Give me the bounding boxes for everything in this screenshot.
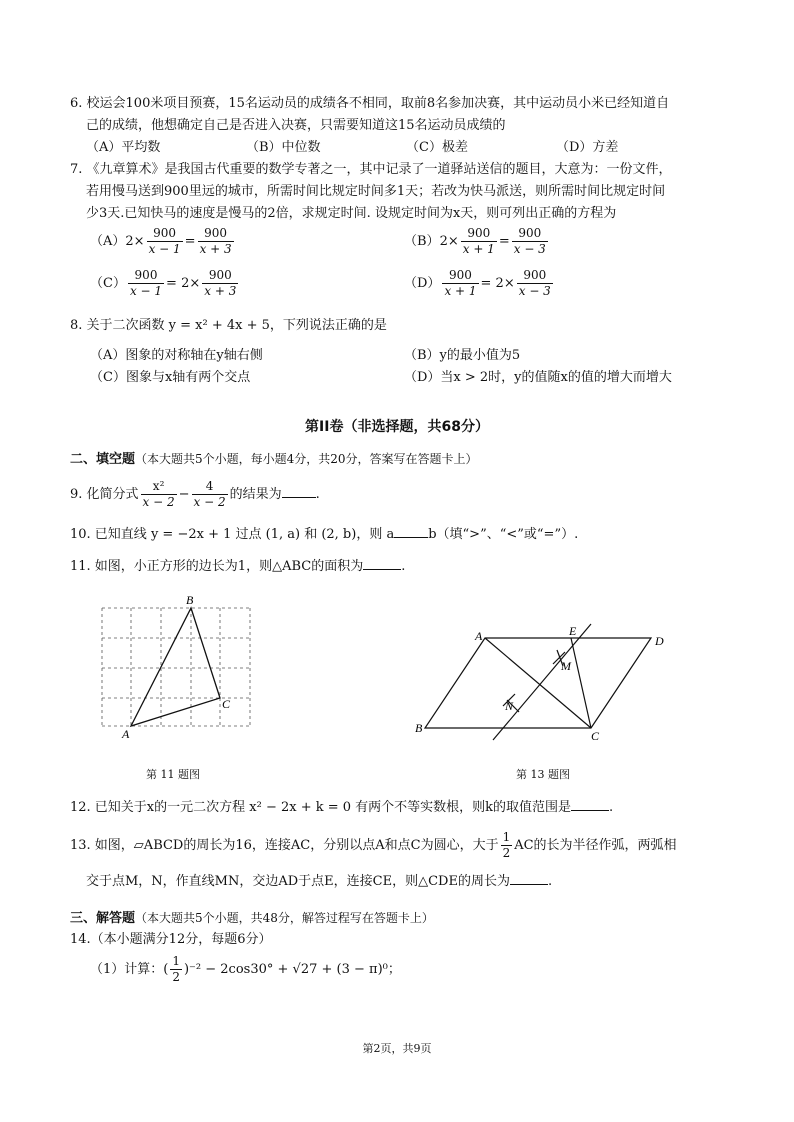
q7-d-label: （D） (404, 276, 441, 291)
q6-option-b: （B）中位数 (246, 140, 321, 155)
q9-end: . (315, 487, 320, 502)
q7-option-d (404, 268, 555, 299)
q13-pre: 13. 如图，▱ABCD的周长为16，连接AC，分别以点A和点C为圆心，大于 (70, 838, 499, 853)
section-3-note: （本大题共5个小题，共48分，解答过程写在答题卡上） (135, 911, 434, 925)
part2-title: 第II卷（非选择题，共68分） (305, 419, 489, 435)
q7-d-frac2: $\frac{900}{x - 3}$ (518, 268, 551, 298)
q7-b-two: 2× (439, 234, 459, 249)
q7-b-frac2: $\frac{900}{x - 3}$ (513, 226, 546, 256)
q11-answer-blank (363, 556, 401, 570)
q7-line2: 若用慢马送到900里远的城市，所需时间比规定时间多1天；若改为快马派送，则所需时间比规定时间 (86, 184, 666, 199)
section-2-title: 二、填空题 (70, 452, 136, 467)
q7-line1: 7. 《九章算术》是我国古代重要的数学专著之一，其中记录了一道驿站送信的题目，大意为：一份文件， (70, 162, 672, 177)
q7-d-eq: = 2× (480, 276, 515, 291)
q7-option-b (404, 226, 550, 257)
q10-mid: b（填“>”、“<”或“=”）. (428, 527, 579, 542)
line-mn (493, 624, 591, 740)
q13-answer-blank (510, 871, 548, 885)
q14-part1 (90, 953, 401, 987)
q9-pre: 9. 化简分式 (70, 487, 139, 502)
q6-option-d: （D）方差 (556, 140, 619, 155)
q12-text: 12. 已知关于x的一元二次方程 x² − 2x + k = 0 有两个不等实数根，则k的取值范围是 (70, 800, 572, 815)
q13-post: AC的长为半径作弧，两弧相 (514, 838, 677, 853)
q9-frac2: $\frac{4}{x - 2}$ (193, 479, 226, 509)
q7-c-label: （C） (90, 276, 126, 291)
q6-line2: 己的成绩，他想确定自己是否进入决赛，只需要知道这15名运动员成绩的 (86, 118, 506, 133)
q11-end: . (401, 559, 406, 574)
figure-13-caption: 第 13 题图 (516, 768, 570, 781)
q9-minus: − (178, 487, 190, 502)
q7-line3: 少3天.已知快马的速度是慢马的2倍，求规定时间. 设规定时间为x天，则可列出正确的方程为 (86, 206, 617, 221)
q12-end: . (609, 800, 614, 815)
fig11-label-b: B (186, 593, 194, 607)
q7-a-frac2: $\frac{900}{x + 3}$ (199, 226, 232, 256)
segment-ce (571, 638, 591, 728)
q13-line2 (86, 871, 552, 891)
q7-b-eq: = (498, 234, 510, 249)
q7-a-two: 2× (125, 234, 145, 249)
q13-line1 (70, 829, 677, 863)
section-2-note: （本大题共5个小题，每小题4分，共20分，答案写在答题卡上） (135, 452, 478, 466)
q9 (70, 478, 320, 512)
q11-text: 11. 如图，小正方形的边长为1，则△ABC的面积为 (70, 559, 364, 574)
figure-11-grid (96, 592, 256, 742)
q13-end: . (547, 874, 553, 889)
q8-stem: 8. 关于二次函数 y = x² + 4x + 5，下列说法正确的是 (70, 318, 387, 333)
section-2-heading (70, 450, 478, 469)
triangle-abc (131, 608, 220, 726)
q12-answer-blank (571, 797, 609, 811)
q6-line1: 6. 校运会100米项目预赛，15名运动员的成绩各不相同，取前8名参加决赛，其中运动员小米已经知道自 (70, 96, 670, 111)
fig11-label-c: C (222, 697, 231, 711)
q8-option-c: （C）图象与x轴有两个交点 (90, 370, 251, 385)
q7-option-a (90, 226, 236, 257)
diagonal-ac (485, 638, 591, 728)
fig13-label-d: D (655, 634, 664, 648)
q7-b-frac1: $\frac{900}{x + 1}$ (462, 226, 495, 256)
fig13-label-e: E (569, 624, 577, 638)
q7-a-label: （A） (90, 234, 126, 249)
q7-c-eq: = 2× (166, 276, 201, 291)
fig13-label-n: N (505, 699, 514, 713)
q8-option-b: （B）y的最小值为5 (404, 348, 521, 363)
figure-11-caption: 第 11 题图 (146, 768, 200, 781)
q14-part1-post: )⁻² − 2cos30° + √27 + (3 − π)⁰； (183, 962, 401, 977)
q12 (70, 797, 613, 817)
q14-part1-pre: （1）计算：( (90, 962, 169, 977)
section-3-heading (70, 909, 434, 928)
q7-c-frac2: $\frac{900}{x + 3}$ (204, 268, 237, 298)
q6-option-c: （C）极差 (406, 140, 468, 155)
q7-c-frac1: $\frac{900}{x - 1}$ (129, 268, 163, 298)
page-footer: 第2页，共9页 (362, 1042, 432, 1055)
q13-half-frac: $\frac{1}{2}$ (502, 830, 511, 860)
q9-frac1: $\frac{\text{x²}}{x - 2}$ (142, 479, 175, 509)
q14-head: 14.（本小题满分12分，每题6分） (70, 932, 272, 947)
q7-option-c (90, 268, 240, 299)
q14-half-frac: $\frac{1}{2}$ (172, 954, 180, 984)
q8-option-d: （D）当x > 2时，y的值随x的值的增大而增大 (404, 370, 672, 385)
q7-a-eq: = (184, 234, 196, 249)
q10-answer-blank (394, 524, 428, 538)
fig13-label-b: B (415, 721, 423, 735)
fig11-label-a: A (122, 727, 130, 741)
q13-line2-text: 交于点M，N，作直线MN，交边AD于点E，连接CE，则△CDE的周长为 (86, 874, 510, 889)
q8-option-a: （A）图象的对称轴在y轴右侧 (90, 348, 263, 363)
fig13-label-c: C (591, 729, 600, 743)
section-3-title: 三、解答题 (70, 911, 136, 926)
q7-a-frac1: $\frac{900}{x - 1}$ (148, 226, 181, 256)
q9-post: 的结果为 (229, 487, 282, 502)
q10 (70, 524, 578, 544)
q9-answer-blank (282, 484, 316, 498)
q10-pre: 10. 已知直线 y = −2x + 1 过点 (1, a) 和 (2, b)，则 a (70, 527, 395, 542)
q7-d-frac1: $\frac{900}{x + 1}$ (444, 268, 477, 298)
figure-13-parallelogram (405, 618, 685, 748)
q6-option-a: （A）平均数 (86, 140, 161, 155)
q11 (70, 556, 405, 576)
q7-b-label: （B） (404, 234, 440, 249)
fig13-label-m: M (561, 659, 571, 673)
fig13-label-a: A (475, 629, 483, 643)
